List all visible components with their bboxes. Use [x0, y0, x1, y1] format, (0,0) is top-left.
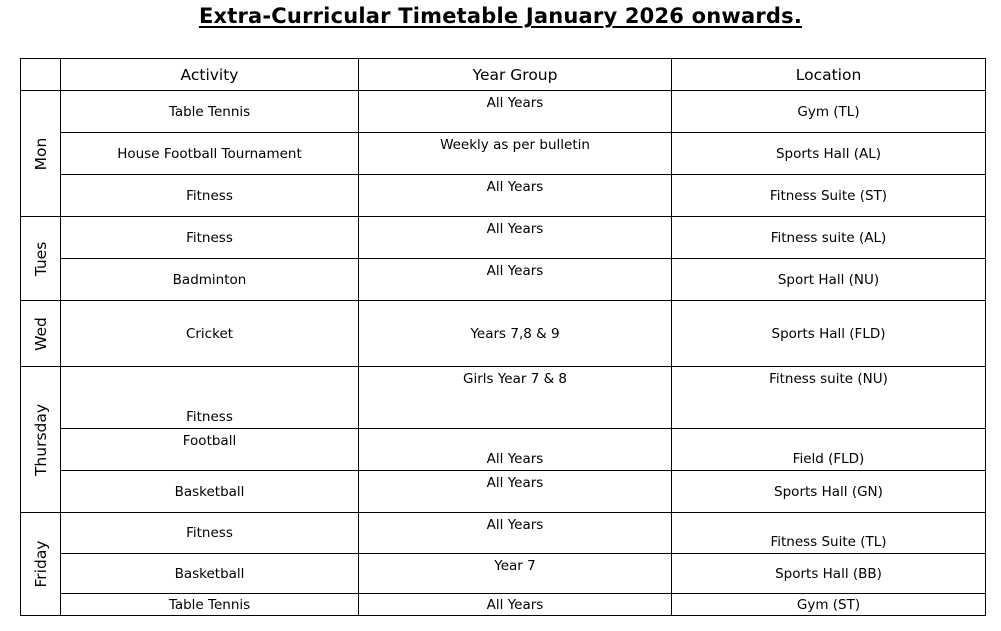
location-cell: Fitness Suite (ST) — [672, 175, 986, 217]
activity-cell: Football — [61, 429, 359, 471]
day-label-tues: Tues — [31, 241, 50, 276]
year-group-cell: All Years — [359, 429, 672, 471]
location-cell: Gym (TL) — [672, 91, 986, 133]
header-row — [21, 59, 986, 91]
day-label-thursday: Thursday — [31, 403, 50, 476]
table-row — [21, 217, 986, 259]
day-label-wed: Wed — [31, 316, 50, 351]
header-location: Location — [672, 59, 986, 91]
day-cell-tues — [21, 217, 61, 301]
year-group-cell: All Years — [359, 513, 672, 554]
activity-cell: Basketball — [61, 554, 359, 594]
day-label-friday: Friday — [31, 540, 50, 588]
year-group-cell: Year 7 — [359, 554, 672, 594]
activity-cell: Badminton — [61, 259, 359, 301]
year-group-cell: Years 7,8 & 9 — [359, 301, 672, 367]
year-group-cell: All Years — [359, 217, 672, 259]
activity-cell: Table Tennis — [61, 594, 359, 616]
day-label-mon: Mon — [31, 137, 50, 170]
location-cell: Sports Hall (AL) — [672, 133, 986, 175]
location-cell: Sports Hall (BB) — [672, 554, 986, 594]
day-cell-mon — [21, 91, 61, 217]
activity-cell: Fitness — [61, 513, 359, 554]
location-cell: Sports Hall (FLD) — [672, 301, 986, 367]
location-cell: Sports Hall (GN) — [672, 471, 986, 513]
header-activity: Activity — [61, 59, 359, 91]
table-row — [21, 91, 986, 133]
location-cell: Fitness suite (AL) — [672, 217, 986, 259]
table-row — [21, 594, 986, 616]
activity-cell: Fitness — [61, 175, 359, 217]
table-row — [21, 301, 986, 367]
table-row — [21, 554, 986, 594]
year-group-cell: All Years — [359, 594, 672, 616]
table-row — [21, 367, 986, 429]
activity-cell: Cricket — [61, 301, 359, 367]
location-cell: Fitness Suite (TL) — [672, 513, 986, 554]
table-row — [21, 513, 986, 554]
year-group-cell: Weekly as per bulletin — [359, 133, 672, 175]
location-cell: Field (FLD) — [672, 429, 986, 471]
table-row — [21, 471, 986, 513]
header-year-group: Year Group — [359, 59, 672, 91]
day-cell-wed — [21, 301, 61, 367]
year-group-cell: All Years — [359, 259, 672, 301]
year-group-cell: All Years — [359, 175, 672, 217]
location-cell: Fitness suite (NU) — [672, 367, 986, 429]
activity-cell: Table Tennis — [61, 91, 359, 133]
activity-cell: House Football Tournament — [61, 133, 359, 175]
activity-cell: Basketball — [61, 471, 359, 513]
timetable — [20, 58, 986, 616]
day-cell-thursday — [21, 367, 61, 513]
activity-cell: Fitness — [61, 217, 359, 259]
activity-cell: Fitness — [61, 367, 359, 429]
year-group-cell: All Years — [359, 471, 672, 513]
table-row — [21, 259, 986, 301]
year-group-cell: Girls Year 7 & 8 — [359, 367, 672, 429]
page-title: Extra-Curricular Timetable January 2026 onwards. — [198, 4, 803, 28]
year-group-cell: All Years — [359, 91, 672, 133]
table-row — [21, 133, 986, 175]
table-row — [21, 175, 986, 217]
table-row — [21, 429, 986, 471]
location-cell: Gym (ST) — [672, 594, 986, 616]
header-day — [21, 59, 61, 91]
day-cell-friday — [21, 513, 61, 616]
location-cell: Sport Hall (NU) — [672, 259, 986, 301]
